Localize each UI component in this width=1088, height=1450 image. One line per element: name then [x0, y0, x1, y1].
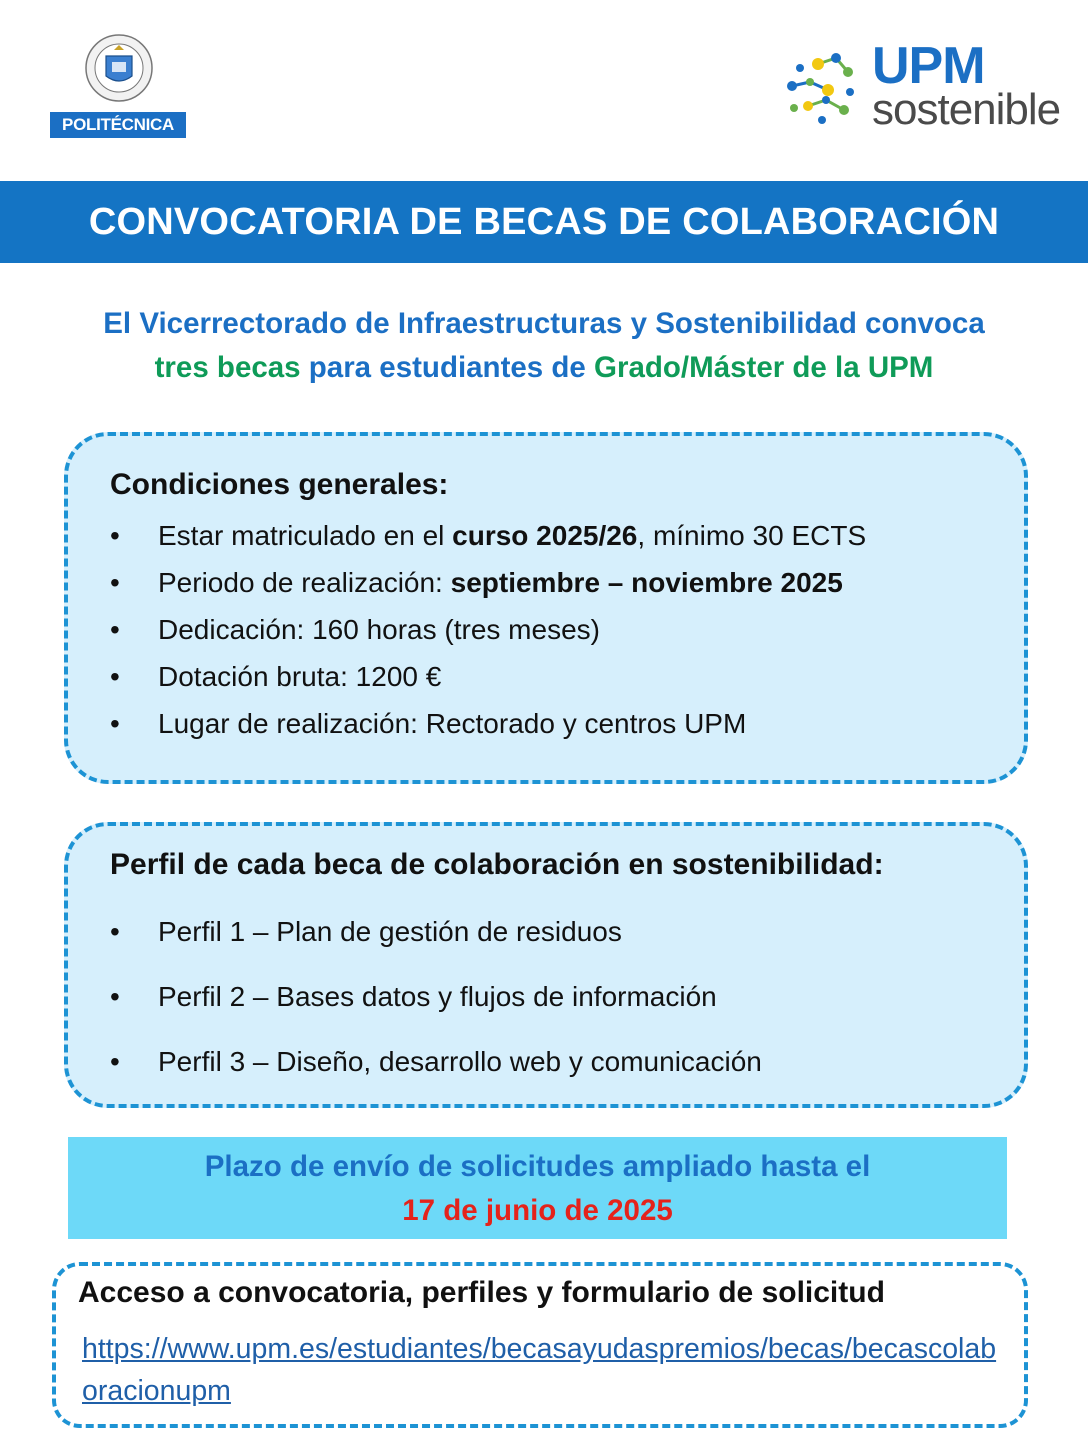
list-item: • Lugar de realización: Rectorado y centros UPM [110, 704, 866, 751]
access-heading: Acceso a convocatoria, perfiles y formulario de solicitud [78, 1276, 885, 1309]
deadline-box [68, 1137, 1007, 1239]
list-item: • Perfil 1 – Plan de gestión de residuos [110, 912, 762, 977]
profiles-list [110, 912, 762, 1107]
politecnica-label: POLITÉCNICA [50, 112, 186, 138]
list-item: • Estar matriculado en el curso 2025/26, mínimo 30 ECTS [110, 516, 866, 563]
application-link[interactable]: https://www.upm.es/estudiantes/becasayudaspremios/becas/becascolaboracionupm [82, 1333, 997, 1407]
upm-university-logo [50, 32, 186, 140]
list-item: • Dedicación: 160 horas (tres meses) [110, 610, 866, 657]
conditions-heading: Condiciones generales: [110, 468, 449, 501]
profiles-box [64, 822, 1028, 1108]
list-item: • Perfil 3 – Diseño, desarrollo web y comunicación [110, 1042, 762, 1107]
brand-upm: UPM [872, 37, 985, 95]
university-seal-icon [84, 32, 154, 108]
upm-sostenible-logo [778, 37, 1061, 136]
intro-highlight-grado: Grado/Máster de la UPM [594, 351, 934, 384]
conditions-list [110, 516, 866, 751]
title-banner [0, 181, 1088, 263]
list-item: • Periodo de realización: septiembre – noviembre 2025 [110, 563, 866, 610]
deadline-date: 17 de junio de 2025 [402, 1194, 673, 1227]
intro-text [0, 302, 1088, 390]
intro-line-2 [0, 346, 1088, 390]
deadline-text: Plazo de envío de solicitudes ampliado hasta el [204, 1150, 871, 1183]
intro-highlight-becas: tres becas [154, 351, 301, 384]
page-title: CONVOCATORIA DE BECAS DE COLABORACIÓN [88, 201, 1000, 243]
list-item: • Dotación bruta: 1200 € [110, 657, 866, 704]
intro-middle: para estudiantes de [300, 351, 595, 384]
profiles-heading: Perfil de cada beca de colaboración en sostenibilidad: [110, 848, 884, 881]
access-box [52, 1262, 1028, 1428]
network-dots-icon [778, 44, 864, 130]
brand-sostenible: sostenible [872, 85, 1061, 134]
intro-line-1: El Vicerrectorado de Infraestructuras y Sostenibilidad convoca [103, 307, 985, 340]
list-item: • Perfil 2 – Bases datos y flujos de información [110, 977, 762, 1042]
conditions-box [64, 432, 1028, 784]
